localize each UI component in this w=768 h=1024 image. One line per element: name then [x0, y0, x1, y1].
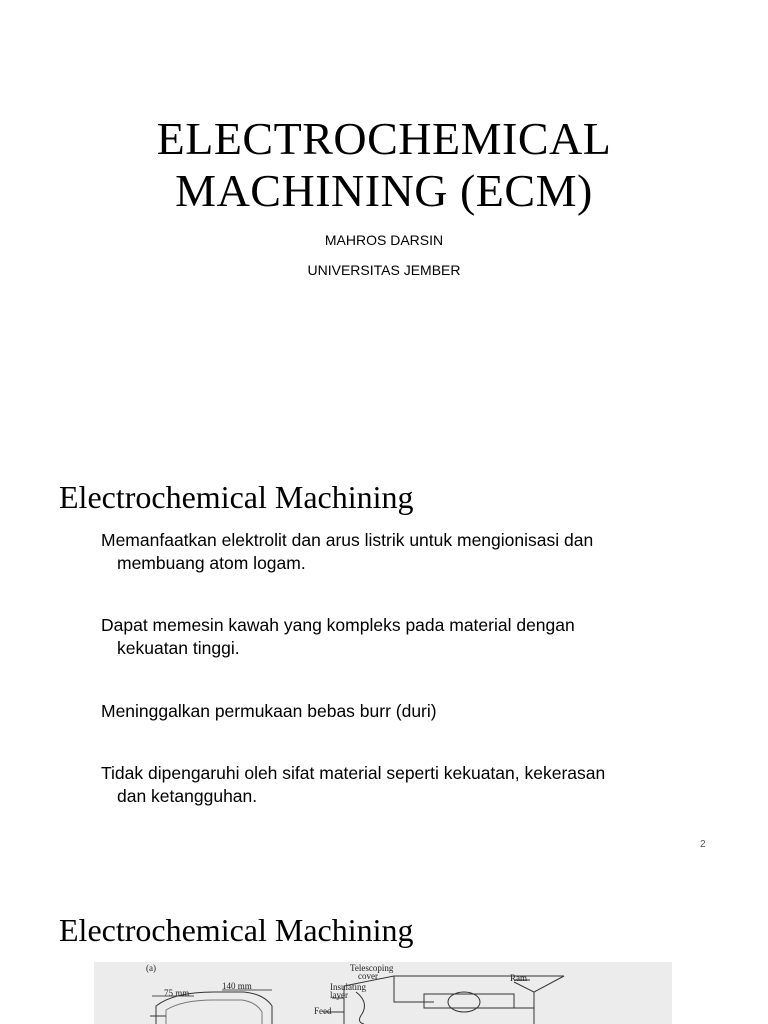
title-slide [0, 0, 768, 440]
main-title-line-1: ELECTROCHEMICAL [156, 113, 612, 164]
author-name: MAHROS DARSIN [324, 232, 444, 248]
dimension-75mm: 75 mm [164, 988, 190, 998]
label-feed: Feed [314, 1006, 332, 1016]
dimension-140mm: 140 mm [222, 981, 252, 991]
main-title-line-2: MACHINING (ECM) [175, 165, 593, 216]
slide-2-title: Electrochemical Machining [59, 479, 414, 515]
slide-3-title: Electrochemical Machining [59, 912, 414, 948]
label-layer: layer [330, 990, 348, 1000]
label-ram: Ram [510, 973, 527, 983]
bullet-item: Tidak dipengaruhi oleh sifat material seperti kekuatan, kekerasan dan ketangguhan. [101, 763, 606, 806]
main-title [0, 113, 768, 217]
label-cover: cover [358, 971, 378, 981]
label-insulating: Insulating [330, 982, 366, 992]
bullet-item: Meninggalkan permukaan bebas burr (duri) [101, 701, 437, 721]
ecm-diagram [94, 962, 672, 1024]
bullet-item: Memanfaatkan elektrolit dan arus listrik untuk mengionisasi dan membuang atom logam. [101, 530, 594, 573]
label-telescoping: Telescoping [350, 963, 394, 973]
slide-number: 2 [700, 839, 706, 850]
ecm-diagram-figure [94, 962, 672, 1024]
figure-panel-label: (a) [146, 963, 156, 973]
author-affiliation: UNIVERSITAS JEMBER [307, 262, 461, 278]
bullet-item: Dapat memesin kawah yang kompleks pada material dengan kekuatan tinggi. [101, 615, 575, 658]
